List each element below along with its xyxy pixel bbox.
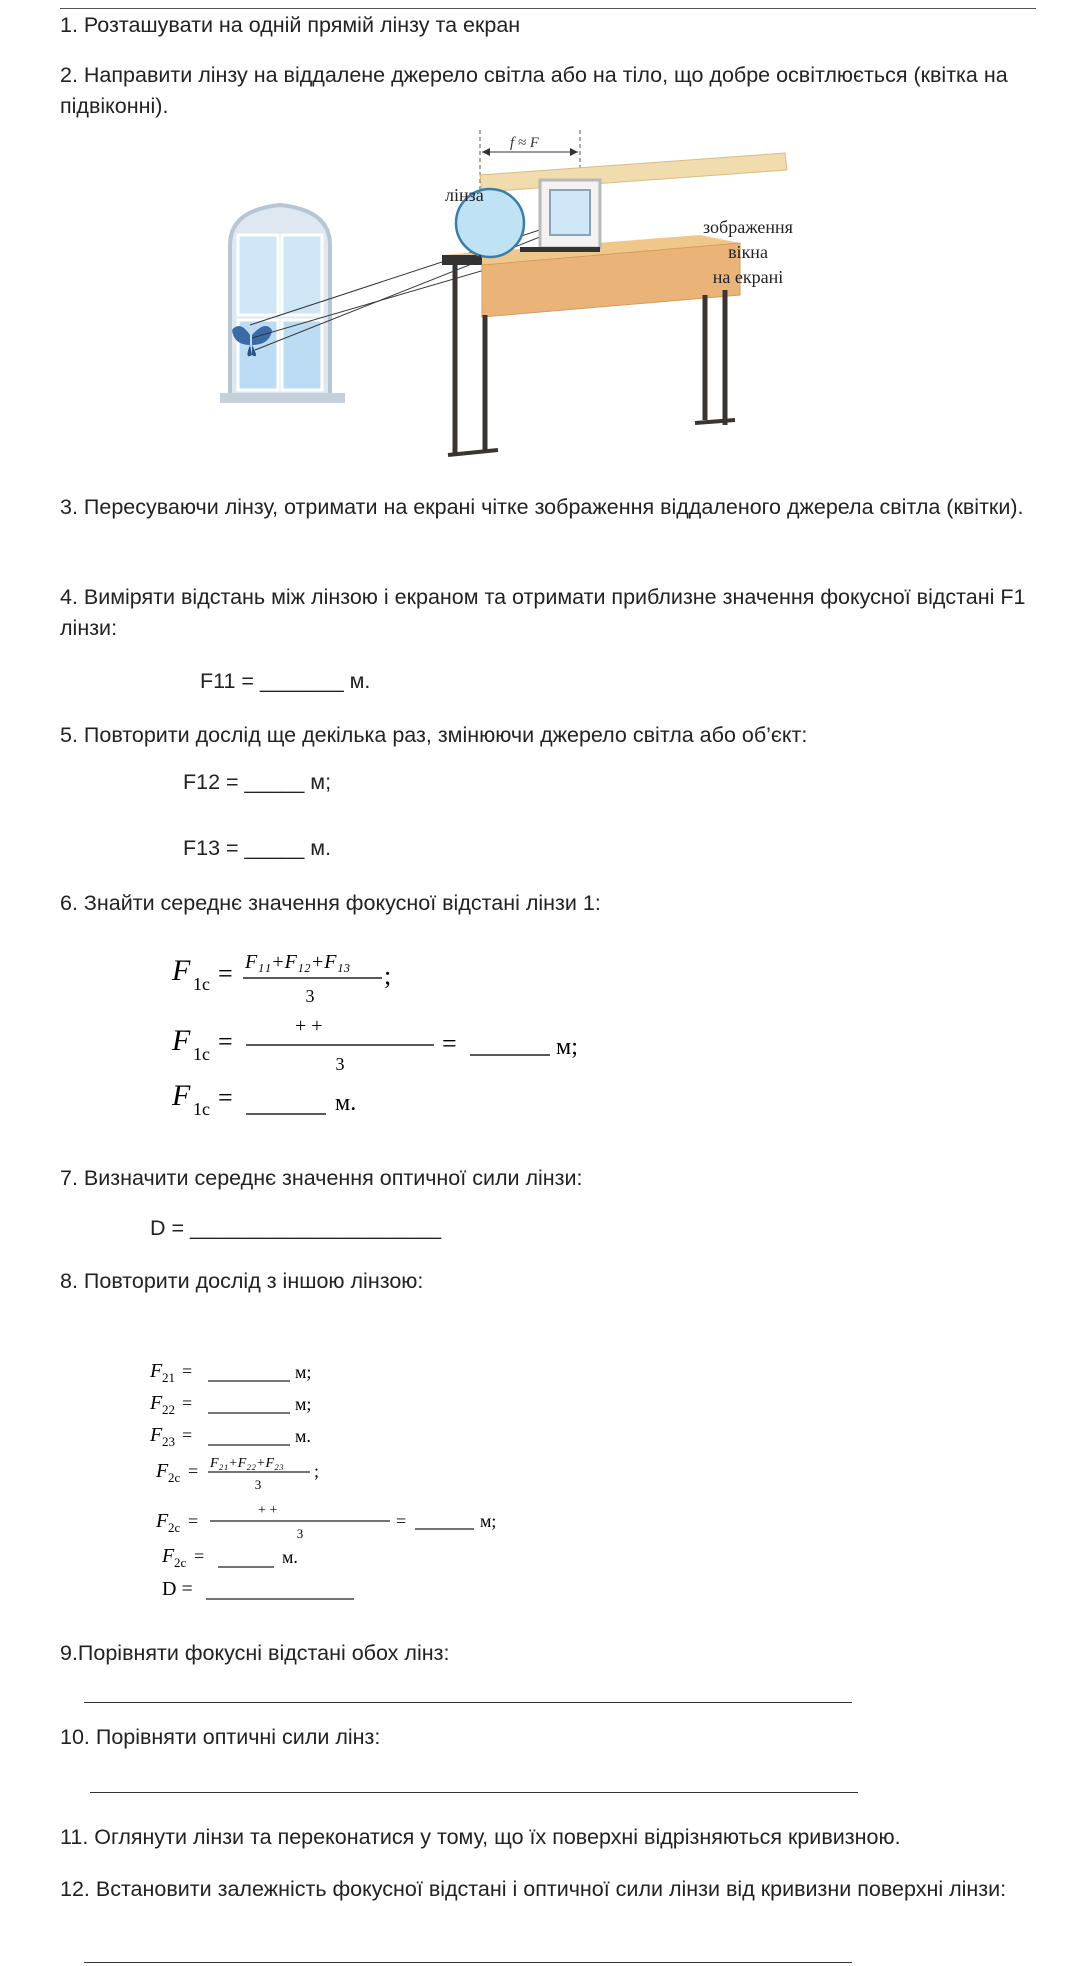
image-label-2: вікна (728, 242, 768, 262)
answer-line (84, 1702, 852, 1703)
f2c-unit: м. (282, 1547, 298, 1567)
step-10: 10. Порівняти оптичні сили лінз: (60, 1725, 381, 1749)
window-pane (282, 320, 322, 390)
formula-semicolon: ; (384, 961, 392, 990)
formula-plus: + + (295, 1015, 323, 1037)
formula-eq: = (218, 959, 233, 988)
f23-unit: м. (295, 1426, 311, 1446)
step-5: 5. Повторити дослід ще декілька раз, змінюючи джерело світла або об’єкт: (60, 723, 808, 747)
answer-line (90, 1792, 858, 1793)
answer-line (84, 1962, 852, 1963)
f12-entry: F12 = _____ м; (183, 770, 332, 794)
formula-unit: м. (335, 1090, 357, 1116)
f21-eq: = (182, 1361, 193, 1381)
f11-entry: F11 = _______ м. (200, 669, 371, 693)
f2c-denominator: 3 (296, 1526, 304, 1541)
formula-symbol: F (172, 954, 191, 987)
step-1: 1. Розташувати на одній прямій лінзу та екран (60, 13, 521, 37)
f22-subscript: 22 (162, 1402, 175, 1417)
ruler (480, 153, 787, 192)
formula-numerator: F₁₁+F₁₂+F₁₃ (245, 951, 351, 973)
f13-entry: F13 = _____ м. (183, 836, 332, 860)
f21-symbol: F (150, 1360, 163, 1382)
f2c-subscript: 2c (168, 1520, 181, 1535)
f2c-eq: = (396, 1511, 407, 1531)
f2c-subscript: 2c (168, 1470, 181, 1485)
top-rule (60, 8, 1036, 9)
formula-symbol: F (172, 1079, 191, 1112)
f2c-eq: = (188, 1511, 199, 1531)
step-6: 6. Знайти середнє значення фокусної відстані лінзи 1: (60, 891, 601, 915)
f22-eq: = (182, 1393, 193, 1413)
formula-symbol: F (172, 1024, 191, 1057)
formula-lens1 (160, 940, 600, 1120)
f23-subscript: 23 (162, 1434, 175, 1449)
formula-denominator: 3 (335, 1054, 345, 1074)
f2c-subscript: 2c (174, 1555, 187, 1570)
window-pane (238, 235, 278, 315)
f22-symbol: F (150, 1392, 163, 1414)
f2c-plus: + + (258, 1503, 278, 1518)
f22-unit: м; (295, 1394, 312, 1414)
screen-image (550, 190, 590, 235)
formula-denominator: 3 (305, 986, 315, 1006)
lens-label: лінза (445, 185, 484, 205)
f2c-symbol: F (162, 1545, 175, 1567)
f2c-semicolon: ; (314, 1461, 320, 1481)
formula-eq: = (218, 1027, 233, 1056)
formula-eq: = (442, 1029, 457, 1058)
step-9: 9.Порівняти фокусні відстані обох лінз: (60, 1641, 450, 1665)
f2c-eq: = (188, 1461, 199, 1481)
d1-entry: D = _____________________ (150, 1216, 442, 1240)
step-7: 7. Визначити середнє значення оптичної сили лінзи: (60, 1166, 583, 1190)
f2c-eq: = (194, 1546, 205, 1566)
d2-symbol: D = (162, 1578, 193, 1600)
f2c-symbol: F (156, 1510, 169, 1532)
f2c-numerator: F₂₁+F₂₂+F₂₃ (210, 1456, 284, 1471)
f23-eq: = (182, 1425, 193, 1445)
f21-unit: м; (295, 1362, 312, 1382)
f21-subscript: 21 (162, 1370, 175, 1385)
step-4: 4. Виміряти відстань між лінзою і екраном та отримати приблизне значення фокусної відстані F1 лінзи: (60, 585, 1026, 640)
formula-subscript: 1c (193, 1099, 210, 1119)
lens-experiment-figure (180, 125, 880, 475)
step-11: 11. Оглянути лінзи та переконатися у тому, що їх поверхні відрізняються кривизною. (60, 1825, 901, 1849)
formula-subscript: 1c (193, 974, 210, 994)
formula-eq: = (218, 1083, 233, 1112)
image-label-1: зображення (703, 217, 793, 237)
window-sill (220, 393, 345, 403)
f2c-denominator: 3 (254, 1477, 262, 1492)
f2c-unit: м; (480, 1511, 497, 1531)
image-label-3: на екрані (712, 267, 784, 287)
focus-label: f ≈ F (510, 135, 540, 151)
formula-unit: м; (556, 1034, 578, 1060)
step-12: 12. Встановити залежність фокусної відстані і оптичної сили лінзи від кривизни поверхні лінзи: (60, 1877, 1007, 1901)
step-3: 3. Пересуваючи лінзу, отримати на екрані чітке зображення віддаленого джерела світла (квітки). (60, 495, 1024, 519)
f23-symbol: F (150, 1424, 163, 1446)
step-2: 2. Направити лінзу на віддалене джерело світла або на тіло, що добре освітлюється (квітка на підвіконні). (60, 63, 1008, 118)
step-8: 8. Повторити дослід з іншою лінзою: (60, 1269, 424, 1293)
formula-lens2 (140, 1355, 560, 1605)
f2c-symbol: F (156, 1460, 169, 1482)
formula-subscript: 1c (193, 1044, 210, 1064)
